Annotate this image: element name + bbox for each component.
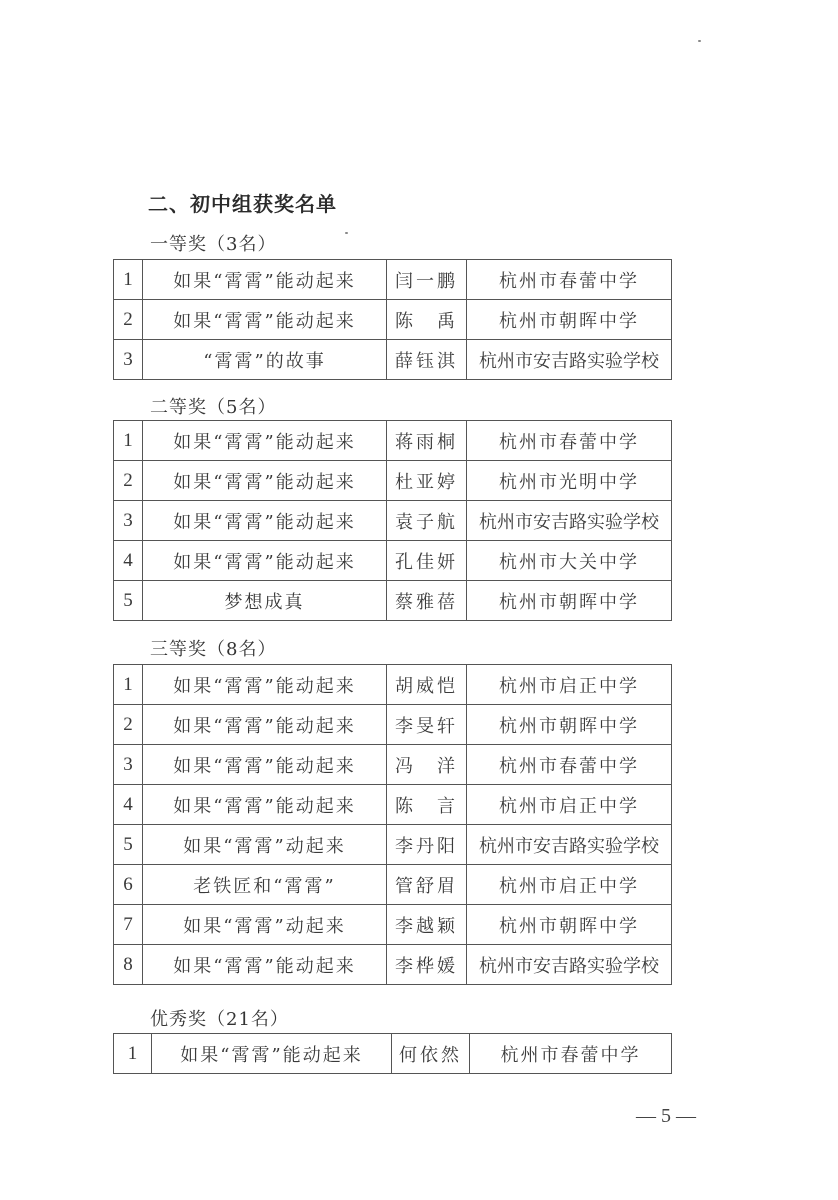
author-name: 何依然	[392, 1034, 470, 1074]
author-name: 李桦媛	[387, 945, 467, 985]
first-prize-table	[113, 259, 672, 380]
table-row	[114, 541, 672, 581]
work-title: “霄霄”的故事	[143, 340, 387, 380]
work-title: 老铁匠和“霄霄”	[143, 865, 387, 905]
author-name: 闫一鹏	[387, 260, 467, 300]
work-title: 梦想成真	[143, 581, 387, 621]
row-number: 2	[114, 300, 143, 340]
work-title: 如果“霄霄”能动起来	[143, 785, 387, 825]
table-row	[114, 945, 672, 985]
row-number: 1	[114, 665, 143, 705]
school-name: 杭州市光明中学	[467, 461, 672, 501]
work-title: 如果“霄霄”能动起来	[143, 300, 387, 340]
row-number: 8	[114, 945, 143, 985]
row-number: 3	[114, 501, 143, 541]
author-name: 陈 言	[387, 785, 467, 825]
row-number: 4	[114, 541, 143, 581]
excellence-prize-table	[113, 1033, 672, 1074]
row-number: 1	[114, 260, 143, 300]
work-title: 如果“霄霄”能动起来	[143, 945, 387, 985]
school-name: 杭州市朝晖中学	[467, 905, 672, 945]
row-number: 3	[114, 745, 143, 785]
table-row	[114, 825, 672, 865]
work-title: 如果“霄霄”能动起来	[143, 745, 387, 785]
table-row	[114, 581, 672, 621]
school-name: 杭州市安吉路实验学校	[467, 945, 672, 985]
section-title: 二、初中组获奖名单	[148, 192, 337, 216]
work-title: 如果“霄霄”能动起来	[143, 260, 387, 300]
table-row	[114, 865, 672, 905]
row-number: 6	[114, 865, 143, 905]
row-number: 1	[114, 1034, 152, 1074]
row-number: 4	[114, 785, 143, 825]
row-number: 5	[114, 825, 143, 865]
author-name: 薛钰淇	[387, 340, 467, 380]
school-name: 杭州市大关中学	[467, 541, 672, 581]
work-title: 如果“霄霄”能动起来	[143, 421, 387, 461]
scan-speck	[698, 40, 701, 42]
work-title: 如果“霄霄”能动起来	[143, 501, 387, 541]
work-title: 如果“霄霄”能动起来	[143, 665, 387, 705]
table-row	[114, 785, 672, 825]
author-name: 孔佳妍	[387, 541, 467, 581]
table-row	[114, 300, 672, 340]
row-number: 5	[114, 581, 143, 621]
school-name: 杭州市春蕾中学	[467, 421, 672, 461]
author-name: 管舒眉	[387, 865, 467, 905]
author-name: 蒋雨桐	[387, 421, 467, 461]
school-name: 杭州市启正中学	[467, 665, 672, 705]
author-name: 陈 禹	[387, 300, 467, 340]
work-title: 如果“霄霄”能动起来	[143, 541, 387, 581]
school-name: 杭州市启正中学	[467, 865, 672, 905]
row-number: 3	[114, 340, 143, 380]
school-name: 杭州市春蕾中学	[470, 1034, 672, 1074]
school-name: 杭州市春蕾中学	[467, 260, 672, 300]
school-name: 杭州市春蕾中学	[467, 745, 672, 785]
row-number: 2	[114, 705, 143, 745]
row-number: 7	[114, 905, 143, 945]
table-row	[114, 705, 672, 745]
author-name: 杜亚婷	[387, 461, 467, 501]
school-name: 杭州市朝晖中学	[467, 581, 672, 621]
work-title: 如果“霄霄”能动起来	[152, 1034, 392, 1074]
page-number: — 5 —	[636, 1105, 696, 1127]
work-title: 如果“霄霄”动起来	[143, 905, 387, 945]
third-prize-table	[113, 664, 672, 985]
school-name: 杭州市安吉路实验学校	[467, 340, 672, 380]
school-name: 杭州市启正中学	[467, 785, 672, 825]
table-row	[114, 665, 672, 705]
author-name: 李丹阳	[387, 825, 467, 865]
table-row	[114, 745, 672, 785]
table-row	[114, 501, 672, 541]
scan-speck	[345, 232, 348, 234]
school-name: 杭州市安吉路实验学校	[467, 825, 672, 865]
table-row	[114, 260, 672, 300]
author-name: 李旻轩	[387, 705, 467, 745]
award-heading-third: 三等奖（8名）	[150, 639, 277, 660]
award-heading-first: 一等奖（3名）	[150, 234, 277, 255]
row-number: 1	[114, 421, 143, 461]
table-row	[114, 1034, 672, 1074]
author-name: 李越颖	[387, 905, 467, 945]
author-name: 胡威恺	[387, 665, 467, 705]
work-title: 如果“霄霄”能动起来	[143, 461, 387, 501]
award-heading-second: 二等奖（5名）	[150, 397, 277, 418]
work-title: 如果“霄霄”动起来	[143, 825, 387, 865]
table-row	[114, 905, 672, 945]
author-name: 蔡雅蓓	[387, 581, 467, 621]
school-name: 杭州市朝晖中学	[467, 705, 672, 745]
author-name: 冯 洋	[387, 745, 467, 785]
second-prize-table	[113, 420, 672, 621]
school-name: 杭州市朝晖中学	[467, 300, 672, 340]
row-number: 2	[114, 461, 143, 501]
award-heading-excellence: 优秀奖（21名）	[150, 1009, 289, 1030]
table-row	[114, 421, 672, 461]
table-row	[114, 461, 672, 501]
author-name: 袁子航	[387, 501, 467, 541]
table-row	[114, 340, 672, 380]
work-title: 如果“霄霄”能动起来	[143, 705, 387, 745]
school-name: 杭州市安吉路实验学校	[467, 501, 672, 541]
